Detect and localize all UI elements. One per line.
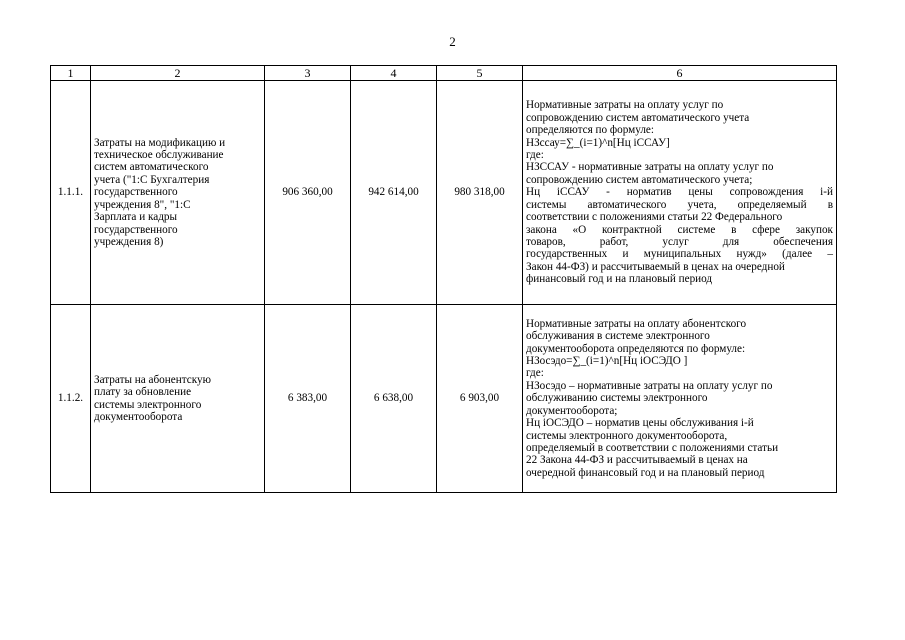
cost-name <box>91 305 265 493</box>
description-line: Нц iССАУ - норматив цены сопровождения i-й <box>526 186 833 199</box>
value-year-1: 6 383,00 <box>265 305 351 493</box>
table-header-row <box>51 66 837 81</box>
row-number: 1.1.2. <box>51 305 91 493</box>
description-line: определяются по формуле: <box>526 124 655 137</box>
cost-name-line: учреждения 8) <box>94 235 164 248</box>
cost-name <box>91 81 265 305</box>
value-year-3: 6 903,00 <box>437 305 523 493</box>
calculation-description <box>523 81 837 305</box>
description-line: государственных и муниципальных нужд» (далее – <box>526 248 833 261</box>
value-year-1: 906 360,00 <box>265 81 351 305</box>
cost-name-line: системы электронного <box>94 398 202 411</box>
description-line: НЗосэдо=∑_(i=1)^n[Нц iОСЭДО ] <box>526 355 688 368</box>
description-line: 22 Закона 44-ФЗ и рассчитываемый в ценах на <box>526 454 748 467</box>
calculation-description <box>523 305 837 493</box>
cost-name-line: государственного <box>94 186 178 199</box>
column-header: 1 <box>51 66 91 81</box>
description-line: НЗосэдо – нормативные затраты на оплату услуг по <box>526 379 773 392</box>
description-line: НЗССАУ - нормативные затраты на оплату услуг по <box>526 161 774 174</box>
cost-name-line: Зарплата и кадры <box>94 211 178 224</box>
description-line: системы автоматического учета, определяемый в <box>526 198 833 211</box>
description-line: сопровождению систем автоматического учета <box>526 111 750 124</box>
value-year-2: 6 638,00 <box>351 305 437 493</box>
description-line: закона «О контрактной системе в сфере закупок <box>526 223 833 236</box>
cost-name-line: Затраты на модификацию и <box>94 136 226 149</box>
description-line: обслуживанию системы электронного <box>526 392 708 405</box>
column-header: 2 <box>91 66 265 81</box>
description-line: НЗссау=∑_(i=1)^n[Нц iССАУ] <box>526 136 670 149</box>
description-line: финансовый год и на плановый период <box>526 273 713 286</box>
description-line: очередной финансовый год и на плановый период <box>526 466 765 479</box>
description-line: Закон 44-ФЗ) и рассчитываемый в ценах на очередной <box>526 260 785 273</box>
cost-name-line: систем автоматического <box>94 161 209 174</box>
description-line: Нормативные затраты на оплату услуг по <box>526 99 724 112</box>
description-line: системы электронного документооборота, <box>526 429 728 442</box>
column-header: 6 <box>523 66 837 81</box>
cost-name-line: учета ("1:С Бухгалтерия <box>94 173 210 186</box>
table-row <box>51 305 837 493</box>
cost-name-line: плату за обновление <box>94 386 192 399</box>
description-line: где: <box>526 149 544 162</box>
cost-table <box>50 65 837 493</box>
value-year-3: 980 318,00 <box>437 81 523 305</box>
table-row <box>51 81 837 305</box>
description-line: Нормативные затраты на оплату абонентского <box>526 317 747 330</box>
column-header: 5 <box>437 66 523 81</box>
description-line: где: <box>526 367 544 380</box>
description-line: сопровождению систем автоматического учета; <box>526 173 753 186</box>
cost-name-line: документооборота <box>94 410 183 423</box>
cost-name-line: техническое обслуживание <box>94 149 224 162</box>
description-line: Нц iОСЭДО – норматив цены обслуживания i-й <box>526 417 754 430</box>
description-line: определяемый в соответствии с положениями статьи <box>526 441 779 454</box>
row-number: 1.1.1. <box>51 81 91 305</box>
cost-name-line: Затраты на абонентскую <box>94 373 211 386</box>
cost-name-line: учреждения 8", "1:С <box>94 198 191 211</box>
column-header: 3 <box>265 66 351 81</box>
value-year-2: 942 614,00 <box>351 81 437 305</box>
column-header: 4 <box>351 66 437 81</box>
page-number: 2 <box>449 34 456 49</box>
description-line: документооборота; <box>526 404 618 417</box>
cost-name-line: государственного <box>94 223 178 236</box>
description-line: товаров, работ, услуг для обеспечения <box>526 235 833 248</box>
description-line: соответствии с положениями статьи 22 Федерального <box>526 211 783 224</box>
description-line: обслуживания в системе электронного <box>526 330 710 343</box>
description-line: документооборота определяются по формуле: <box>526 342 746 355</box>
